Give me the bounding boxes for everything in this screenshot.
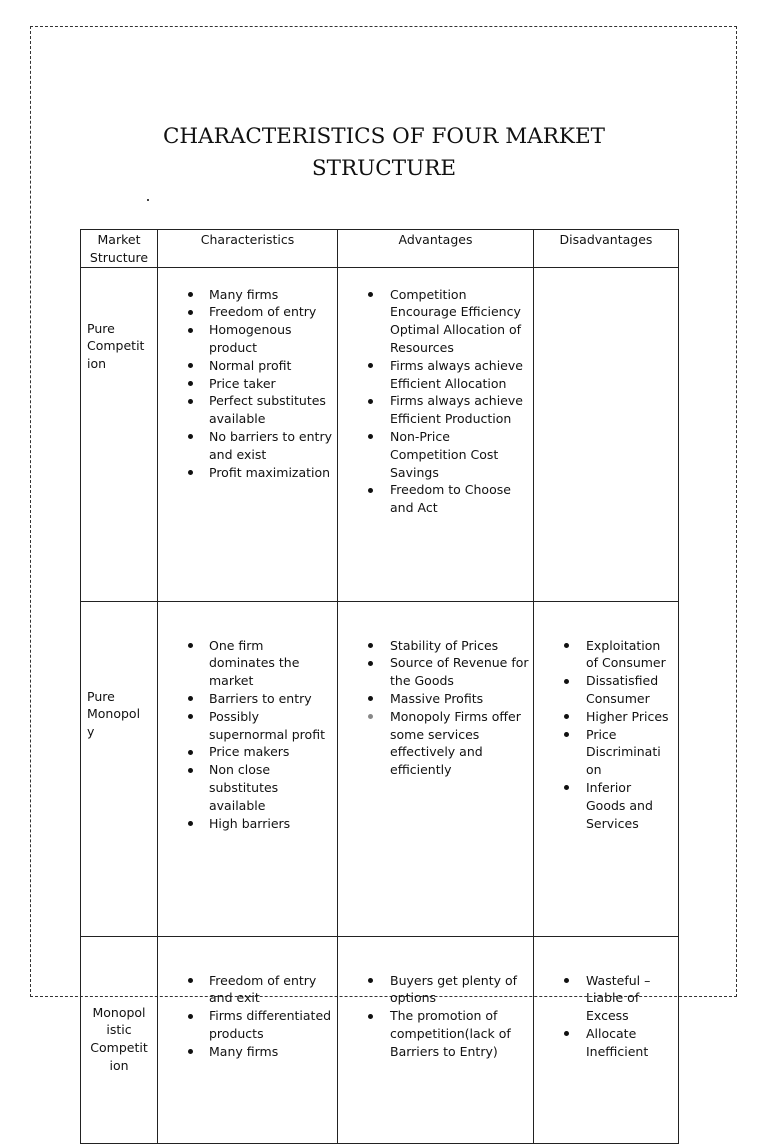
advantages-list [338,937,533,1061]
cell-characteristics [158,267,338,601]
header-market-structure: Market Structure [81,230,158,268]
disadvantages-list [534,602,678,833]
list-item: Dissatisfied Consumer [534,672,678,708]
list-item: Competition Encourage Efficiency Optimal Allocation of Resources [338,286,533,357]
disadvantages-list [534,937,678,1061]
table-row-pure-monopoly [81,601,679,936]
cell-advantages [338,936,534,1143]
table-row-monopolistic-competition [81,936,679,1143]
list-item: Firms always achieve Efficient Allocation [338,357,533,393]
list-item: Exploitation of Consumer [534,637,678,673]
list-item: Source of Revenue for the Goods [338,654,533,690]
list-item: Freedom of entry and exit [158,972,337,1008]
list-item: Normal profit [158,357,337,375]
list-item: Many firms [158,1043,337,1061]
list-item: Inferior Goods and Services [534,779,678,832]
advantages-list [338,602,533,779]
list-item: High barriers [158,815,337,833]
list-item: Barriers to entry [158,690,337,708]
market-structure-table [80,229,679,1144]
list-item: Higher Prices [534,708,678,726]
table-row-pure-competition [81,267,679,601]
cell-characteristics [158,601,338,936]
table-header-row [81,230,679,268]
stray-dot-mark [147,199,149,201]
document-title-line-2: STRUCTURE [311,156,457,181]
header-characteristics: Characteristics [158,230,338,268]
cell-characteristics [158,936,338,1143]
list-item: Price makers [158,743,337,761]
list-item: Wasteful – Liable of Excess [534,972,678,1025]
list-item: One firm dominates the market [158,637,337,690]
market-structure-label: Monopol istic Competit ion [90,1004,148,1073]
list-item: Homogenous product [158,321,337,357]
list-item: The promotion of competition(lack of Barriers to Entry) [338,1007,533,1060]
cell-market-structure [81,936,158,1143]
list-item: Stability of Prices [338,637,533,655]
cell-market-structure [81,601,158,936]
list-item: Monopoly Firms offer some services effectively and efficiently [338,708,533,779]
header-advantages: Advantages [338,230,534,268]
document-title [130,121,638,185]
cell-disadvantages [534,936,679,1143]
list-item: Massive Profits [338,690,533,708]
list-item: Price Discriminati on [534,726,678,779]
cell-disadvantages [534,601,679,936]
list-item: Profit maximization [158,464,337,482]
header-disadvantages: Disadvantages [534,230,679,268]
market-structure-label: Pure Monopol y [87,688,141,740]
characteristics-list [158,268,337,482]
list-item: Firms differentiated products [158,1007,337,1043]
market-structure-label: Pure Competit ion [87,320,145,372]
list-item: Perfect substitutes available [158,392,337,428]
list-item: No barriers to entry and exist [158,428,337,464]
document-title-line-1: CHARACTERISTICS OF FOUR MARKET [162,124,606,149]
cell-market-structure [81,267,158,601]
list-item: Many firms [158,286,337,304]
list-item: Possibly supernormal profit [158,708,337,744]
cell-advantages [338,267,534,601]
list-item: Non close substitutes available [158,761,337,814]
advantages-list [338,268,533,517]
characteristics-list [158,602,337,833]
list-item: Freedom of entry [158,303,337,321]
list-item: Non-Price Competition Cost Savings [338,428,533,481]
list-item: Price taker [158,375,337,393]
list-item: Allocate Inefficient [534,1025,678,1061]
cell-disadvantages [534,267,679,601]
list-item: Freedom to Choose and Act [338,481,533,517]
characteristics-list [158,937,337,1061]
list-item: Buyers get plenty of options [338,972,533,1008]
list-item: Firms always achieve Efficient Production [338,392,533,428]
cell-advantages [338,601,534,936]
